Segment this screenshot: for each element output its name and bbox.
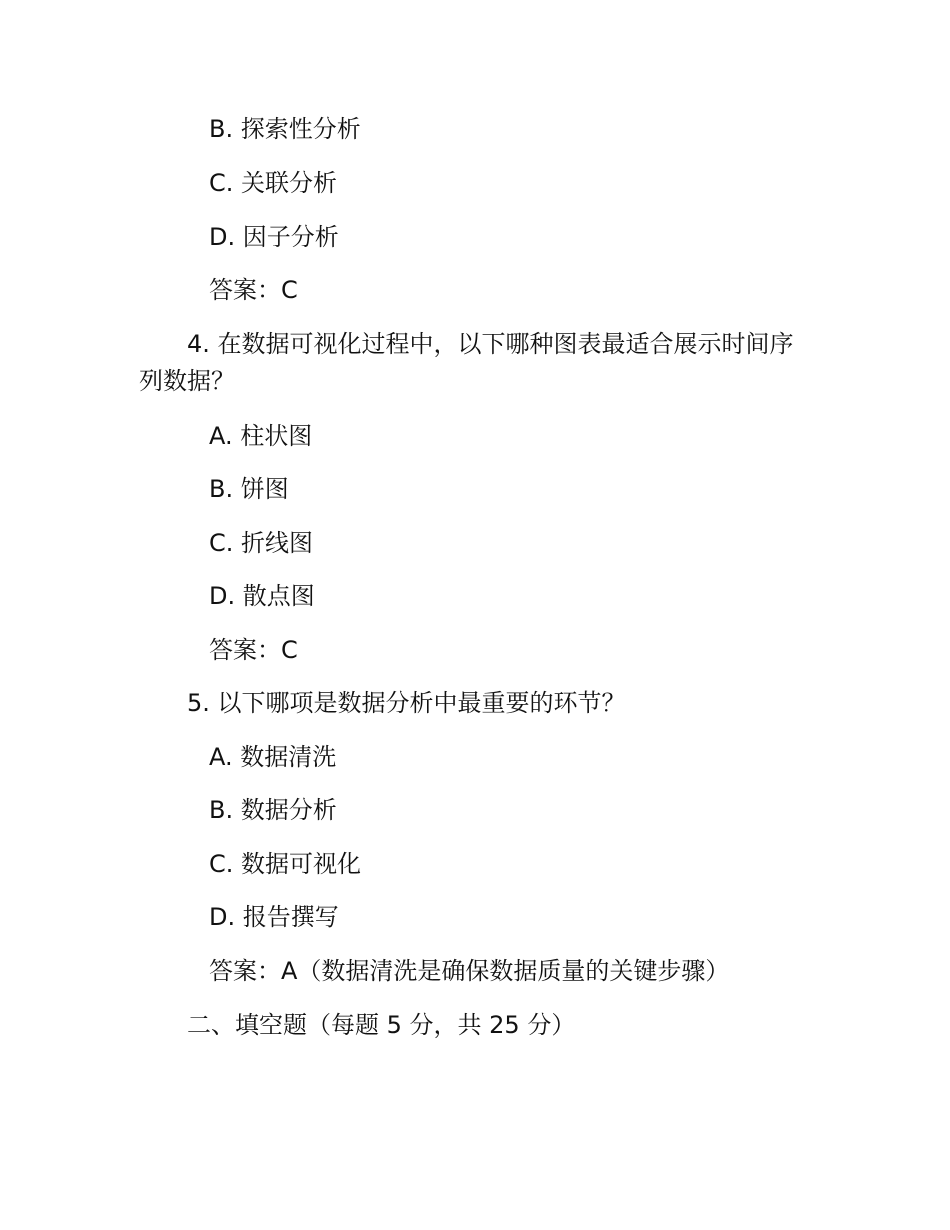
q4-answer: 答案：C: [209, 636, 298, 664]
q5-option-a: A. 数据清洗: [209, 743, 337, 771]
q5-answer: 答案：A（数据清洗是确保数据质量的关键步骤）: [209, 957, 730, 985]
q5-option-c: C. 数据可视化: [209, 850, 362, 878]
q4-option-d: D. 散点图: [209, 582, 315, 610]
q5-option-d: D. 报告撰写: [209, 903, 339, 931]
q4-option-c: C. 折线图: [209, 529, 314, 557]
q3-option-c: C. 关联分析: [209, 169, 338, 197]
q5-question: 5. 以下哪项是数据分析中最重要的环节？: [187, 689, 626, 717]
q4-question-line2: 列数据？: [139, 367, 235, 395]
q3-answer: 答案：C: [209, 276, 298, 304]
q3-option-b: B. 探索性分析: [209, 115, 361, 143]
q3-option-d: D. 因子分析: [209, 223, 339, 251]
q4-option-b: B. 饼图: [209, 475, 289, 503]
section-heading-fill-in-blank: 二、填空题（每题 5 分，共 25 分）: [187, 1011, 576, 1039]
q4-question-line1: 4. 在数据可视化过程中，以下哪种图表最适合展示时间序: [187, 330, 794, 358]
q4-option-a: A. 柱状图: [209, 422, 313, 450]
q5-option-b: B. 数据分析: [209, 796, 337, 824]
